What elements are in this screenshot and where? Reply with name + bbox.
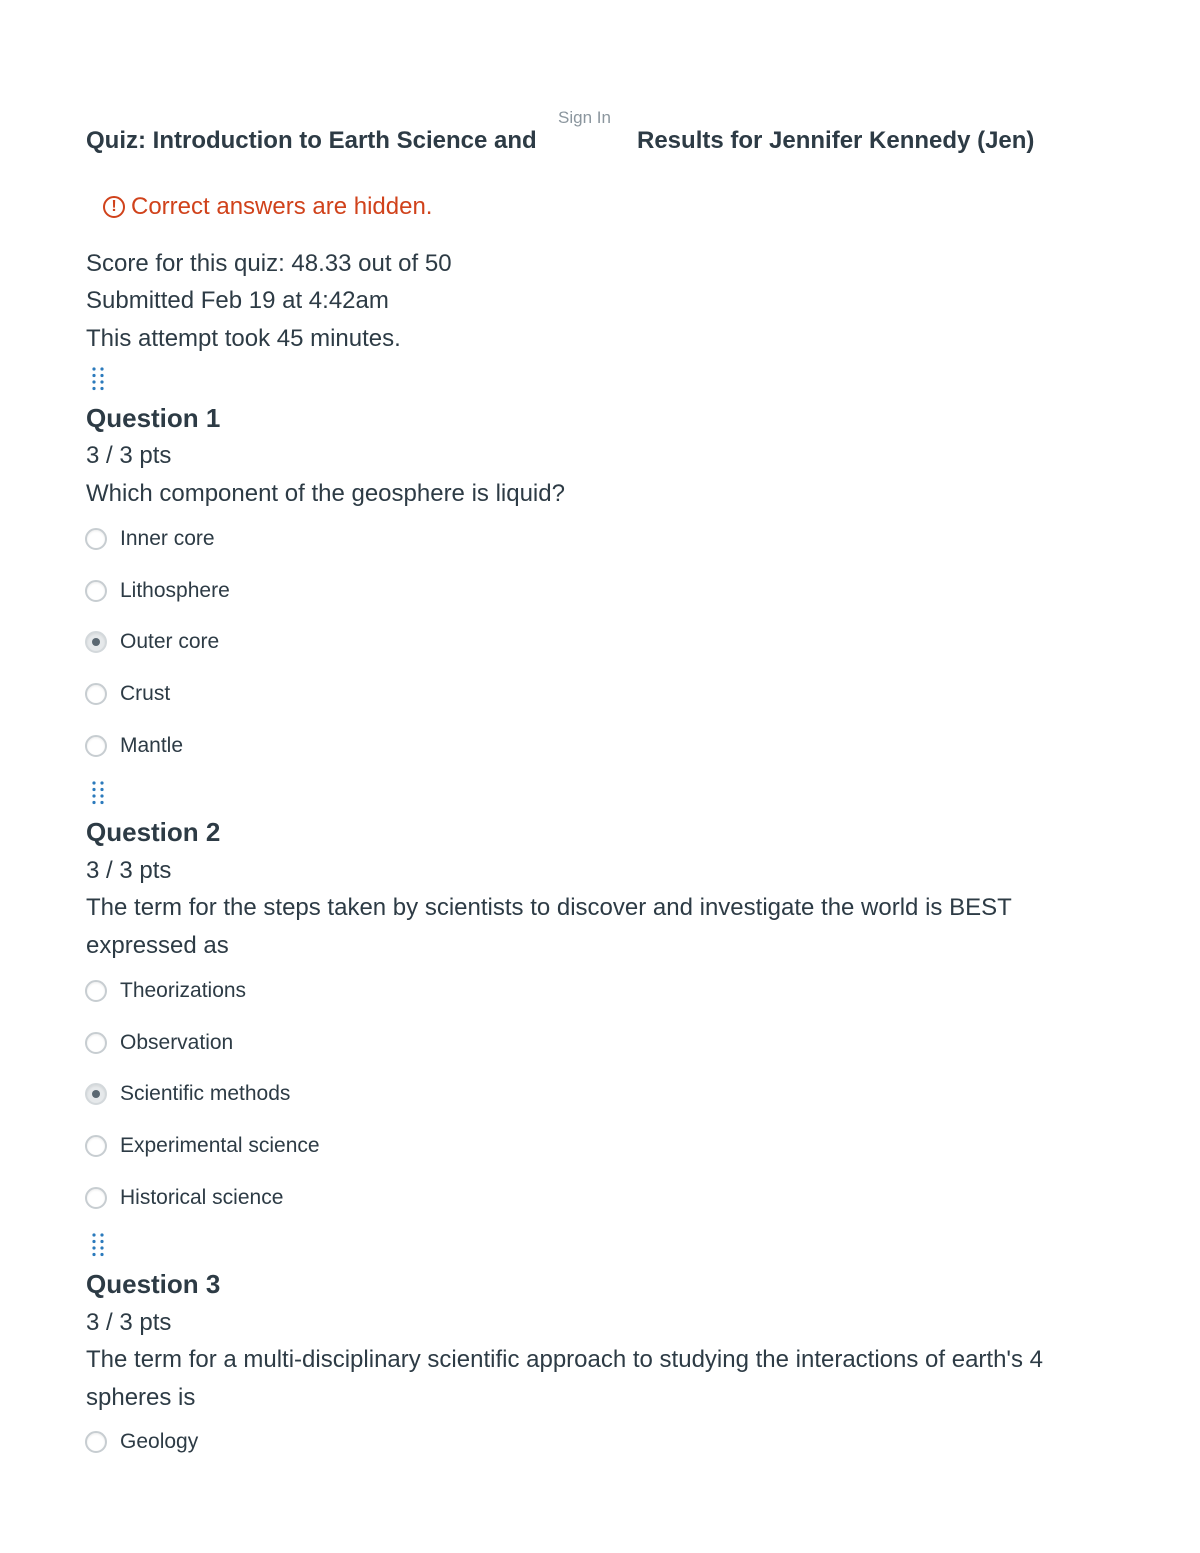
question-title: Question 2 (86, 817, 221, 847)
radio-button[interactable] (85, 528, 107, 550)
question-title: Question 1 (86, 403, 221, 433)
radio-button[interactable] (85, 683, 107, 705)
answer-label: Theorizations (120, 979, 247, 1002)
drag-handle-icon[interactable] (91, 366, 105, 392)
answer-option[interactable] (85, 1430, 198, 1454)
radio-button[interactable] (85, 1135, 107, 1157)
answer-option[interactable] (85, 579, 230, 603)
answer-option[interactable] (85, 1186, 283, 1210)
radio-button[interactable] (85, 1187, 107, 1209)
notice-text: Correct answers are hidden. (131, 193, 433, 220)
drag-handle-icon[interactable] (91, 1232, 105, 1258)
radio-button-selected[interactable] (85, 631, 107, 653)
question-points: 3 / 3 pts (86, 1309, 172, 1336)
radio-button[interactable] (85, 1032, 107, 1054)
quiz-title: Quiz: Introduction to Earth Science and (86, 127, 537, 154)
question-points: 3 / 3 pts (86, 857, 172, 884)
radio-button-selected[interactable] (85, 1083, 107, 1105)
answer-option[interactable] (85, 630, 219, 654)
submitted-time: Submitted Feb 19 at 4:42am (86, 287, 389, 314)
answer-label: Experimental science (120, 1134, 320, 1157)
question-text: The term for a multi-disciplinary scientific approach to studying the interactions of earth's 4 spheres is (86, 1346, 1044, 1411)
answer-label: Geology (120, 1430, 199, 1453)
answer-label: Historical science (120, 1186, 284, 1209)
answer-label: Mantle (120, 734, 184, 757)
question-text: The term for the steps taken by scientists to discover and investigate the world is BEST expressed as (86, 894, 1012, 959)
answer-label: Scientific methods (120, 1082, 291, 1105)
question-text: Which component of the geosphere is liquid? (86, 480, 565, 507)
answer-option[interactable] (85, 682, 170, 706)
question-title: Question 3 (86, 1269, 221, 1299)
attempt-duration: This attempt took 45 minutes. (86, 325, 401, 352)
answer-label: Lithosphere (120, 579, 230, 602)
answer-option[interactable] (85, 527, 215, 551)
radio-button[interactable] (85, 580, 107, 602)
alert-circle-icon: ! (103, 196, 125, 218)
radio-button[interactable] (85, 735, 107, 757)
answer-option[interactable] (85, 1031, 233, 1055)
answer-label: Inner core (120, 527, 215, 550)
answer-option[interactable] (85, 1082, 290, 1106)
radio-button[interactable] (85, 1431, 107, 1453)
quiz-score: Score for this quiz: 48.33 out of 50 (86, 250, 452, 277)
answer-label: Outer core (120, 630, 220, 653)
results-title: Results for Jennifer Kennedy (Jen) (637, 127, 1035, 154)
radio-button[interactable] (85, 980, 107, 1002)
answer-label: Observation (120, 1031, 234, 1054)
answer-option[interactable] (85, 979, 246, 1003)
hidden-answers-notice (103, 193, 432, 221)
answer-option[interactable] (85, 1134, 320, 1158)
answer-option[interactable] (85, 734, 183, 758)
answer-label: Crust (120, 682, 171, 705)
sign-in-link[interactable]: Sign In (558, 108, 611, 127)
question-points: 3 / 3 pts (86, 442, 172, 469)
drag-handle-icon[interactable] (91, 780, 105, 806)
